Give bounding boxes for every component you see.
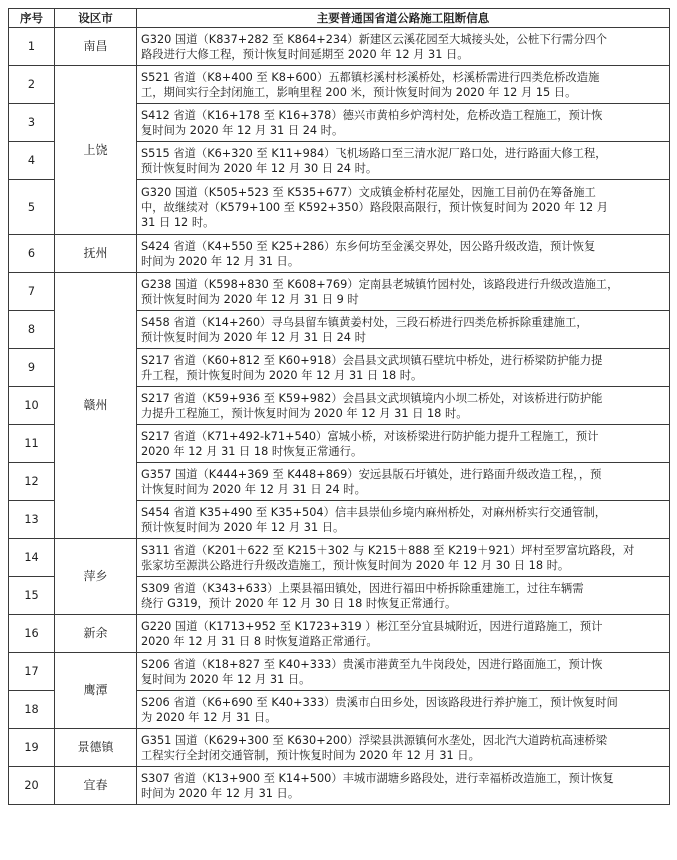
header-info: 主要普通国省道公路施工阻断信息 <box>137 9 670 28</box>
info-line: S424 省道（K4+550 至 K25+286）东乡何坊至金溪交界处，因公路升级改造，预计恢复 <box>141 239 596 253</box>
info-cell <box>137 387 670 425</box>
info-line: S309 省道（K343+633）上栗县福田镇处，因进行福田中桥拆除重建施工，过往车辆需 <box>141 581 584 595</box>
info-cell <box>137 425 670 463</box>
city-name: 宜春 <box>55 767 137 805</box>
info-cell <box>137 501 670 539</box>
city-name: 抚州 <box>55 235 137 273</box>
info-line: S217 省道（K71+492-k71+540）富城小桥，对该桥梁进行防护能力提升工程施工，预计 <box>141 429 599 443</box>
row-number: 17 <box>9 653 55 691</box>
document-page <box>8 8 670 805</box>
info-line: S206 省道（K18+827 至 K40+333）贵溪市港黄至九牛岗段处，因进行路面施工，预计恢 <box>141 657 603 671</box>
table-row <box>9 539 670 577</box>
info-line: 复时间为 2020 年 12 月 31 日。 <box>141 672 311 686</box>
table-row <box>9 767 670 805</box>
info-line: 时间为 2020 年 12 月 31 日。 <box>141 786 300 800</box>
row-number: 9 <box>9 349 55 387</box>
info-cell <box>137 349 670 387</box>
info-line: 工，期间实行全封闭施工，影响里程 200 米，预计恢复时间为 2020 年 12 月 15 日。 <box>141 85 577 99</box>
city-name: 赣州 <box>55 273 137 539</box>
info-line: 预计恢复时间为 2020 年 12 月 31 日。 <box>141 520 345 534</box>
info-line: S454 省道 K35+490 至 K35+504）信丰县崇仙乡境内麻州桥处，对麻州桥实行交通管制， <box>141 505 607 519</box>
row-number: 5 <box>9 180 55 235</box>
table-header-row <box>9 9 670 28</box>
info-line: 绕行 G319，预计 2020 年 12 月 30 日 18 时恢复正常通行。 <box>141 596 457 610</box>
info-line: S412 省道（K16+178 至 K16+378）德兴市黄柏乡炉湾村处，危桥改造工程施工，预计恢 <box>141 108 603 122</box>
info-line: S311 省道（K201＋622 至 K215＋302 与 K215＋888 至 K219＋921）坪村至罗富坑路段，对 <box>141 543 635 557</box>
info-line: G238 国道（K598+830 至 K608+769）定南县老城镇竹园村处，该路段进行升级改造施工， <box>141 277 619 291</box>
info-cell <box>137 767 670 805</box>
header-city: 设区市 <box>55 9 137 28</box>
info-line: 工程实行全封闭交通管制，预计恢复时间为 2020 年 12 月 31 日。 <box>141 748 480 762</box>
city-name: 景德镇 <box>55 729 137 767</box>
row-number: 16 <box>9 615 55 653</box>
info-line: 升工程，预计恢复时间为 2020 年 12 月 31 日 18 时。 <box>141 368 423 382</box>
info-cell <box>137 273 670 311</box>
city-name: 南昌 <box>55 28 137 66</box>
table-row <box>9 615 670 653</box>
info-line: S206 省道（K6+690 至 K40+333）贵溪市白田乡处，因该路段进行养护施工，预计恢复时间 <box>141 695 618 709</box>
info-cell <box>137 729 670 767</box>
construction-info-table <box>8 8 670 805</box>
row-number: 12 <box>9 463 55 501</box>
row-number: 14 <box>9 539 55 577</box>
info-line: S307 省道（K13+900 至 K14+500）丰城市湖塘乡路段处，进行幸福桥改造施工，预计恢复 <box>141 771 614 785</box>
info-line: G351 国道（K629+300 至 K630+200）浮梁县洪源镇何水垄处，因北汽大道跨杭高速桥梁 <box>141 733 608 747</box>
info-line: S521 省道（K8+400 至 K8+600）五都镇杉溪村杉溪桥处，杉溪桥需进行四类危桥改造施 <box>141 70 600 84</box>
info-line: 预计恢复时间为 2020 年 12 月 31 日 24 时 <box>141 330 366 344</box>
info-line: 2020 年 12 月 31 日 8 时恢复道路正常通行。 <box>141 634 378 648</box>
info-cell <box>137 104 670 142</box>
row-number: 7 <box>9 273 55 311</box>
table-row <box>9 273 670 311</box>
info-line: 为 2020 年 12 月 31 日。 <box>141 710 277 724</box>
info-cell <box>137 142 670 180</box>
info-line: 时间为 2020 年 12 月 31 日。 <box>141 254 300 268</box>
row-number: 18 <box>9 691 55 729</box>
info-line: S217 省道（K60+812 至 K60+918）会昌县文武坝镇石壁坑中桥处，进行桥梁防护能力提 <box>141 353 603 367</box>
info-cell <box>137 28 670 66</box>
info-line: 路段进行大修工程，预计恢复时间延期至 2020 年 12 月 31 日。 <box>141 47 469 61</box>
info-line: G320 国道（K505+523 至 K535+677）文成镇金桥村花屋处，因施工目前仍在筹备施工 <box>141 185 596 199</box>
row-number: 13 <box>9 501 55 539</box>
row-number: 20 <box>9 767 55 805</box>
info-line: S217 省道（K59+936 至 K59+982）会昌县文武坝镇境内小坝二桥处，对该桥进行防护能 <box>141 391 603 405</box>
info-line: S515 省道（K6+320 至 K11+984）飞机场路口至三清水泥厂路口处，进行路面大修工程， <box>141 146 607 160</box>
city-name: 新余 <box>55 615 137 653</box>
info-line: 31 日 12 时。 <box>141 215 215 229</box>
row-number: 1 <box>9 28 55 66</box>
info-line: G320 国道（K837+282 至 K864+234）新建区云溪花园至大城接头处，公桩下行需分四个 <box>141 32 608 46</box>
info-line: G357 国道（K444+369 至 K448+869）安远县版石圩镇处，进行路面升级改造工程，，预 <box>141 467 602 481</box>
city-name: 上饶 <box>55 66 137 235</box>
row-number: 4 <box>9 142 55 180</box>
info-cell <box>137 235 670 273</box>
row-number: 19 <box>9 729 55 767</box>
info-cell <box>137 66 670 104</box>
table-row <box>9 653 670 691</box>
row-number: 10 <box>9 387 55 425</box>
info-line: 张家坊至源洪公路进行升级改造施工，预计恢复时间为 2020 年 12 月 30 日 18 时。 <box>141 558 570 572</box>
row-number: 2 <box>9 66 55 104</box>
info-cell <box>137 539 670 577</box>
row-number: 11 <box>9 425 55 463</box>
info-cell <box>137 311 670 349</box>
city-name: 萍乡 <box>55 539 137 615</box>
table-row <box>9 729 670 767</box>
info-cell <box>137 463 670 501</box>
info-cell <box>137 615 670 653</box>
info-cell <box>137 180 670 235</box>
info-line: 2020 年 12 月 31 日 18 时恢复正常通行。 <box>141 444 363 458</box>
info-line: 中，故继续对（K579+100 至 K592+350）路段限高限行，预计恢复时间为 2020 年 12 月 <box>141 200 609 214</box>
row-number: 6 <box>9 235 55 273</box>
row-number: 3 <box>9 104 55 142</box>
info-line: 预计恢复时间为 2020 年 12 月 30 日 24 时。 <box>141 161 378 175</box>
city-name: 鹰潭 <box>55 653 137 729</box>
table-row <box>9 66 670 104</box>
info-line: 预计恢复时间为 2020 年 12 月 31 日 9 时 <box>141 292 359 306</box>
row-number: 8 <box>9 311 55 349</box>
info-line: S458 省道（K14+260）寻乌县留车镇黄姜村处，三段石桥进行四类危桥拆除重建施工， <box>141 315 588 329</box>
info-cell <box>137 691 670 729</box>
row-number: 15 <box>9 577 55 615</box>
info-line: 力提升工程施工，预计恢复时间为 2020 年 12 月 31 日 18 时。 <box>141 406 468 420</box>
info-cell <box>137 577 670 615</box>
table-row <box>9 235 670 273</box>
info-cell <box>137 653 670 691</box>
info-line: G220 国道（K1713+952 至 K1723+319 ）彬江至分宜县城附近，因进行道路施工，预计 <box>141 619 603 633</box>
info-line: 计恢复时间为 2020 年 12 月 31 日 24 时。 <box>141 482 366 496</box>
table-row <box>9 28 670 66</box>
header-no: 序号 <box>9 9 55 28</box>
info-line: 复时间为 2020 年 12 月 31 日 24 时。 <box>141 123 344 137</box>
